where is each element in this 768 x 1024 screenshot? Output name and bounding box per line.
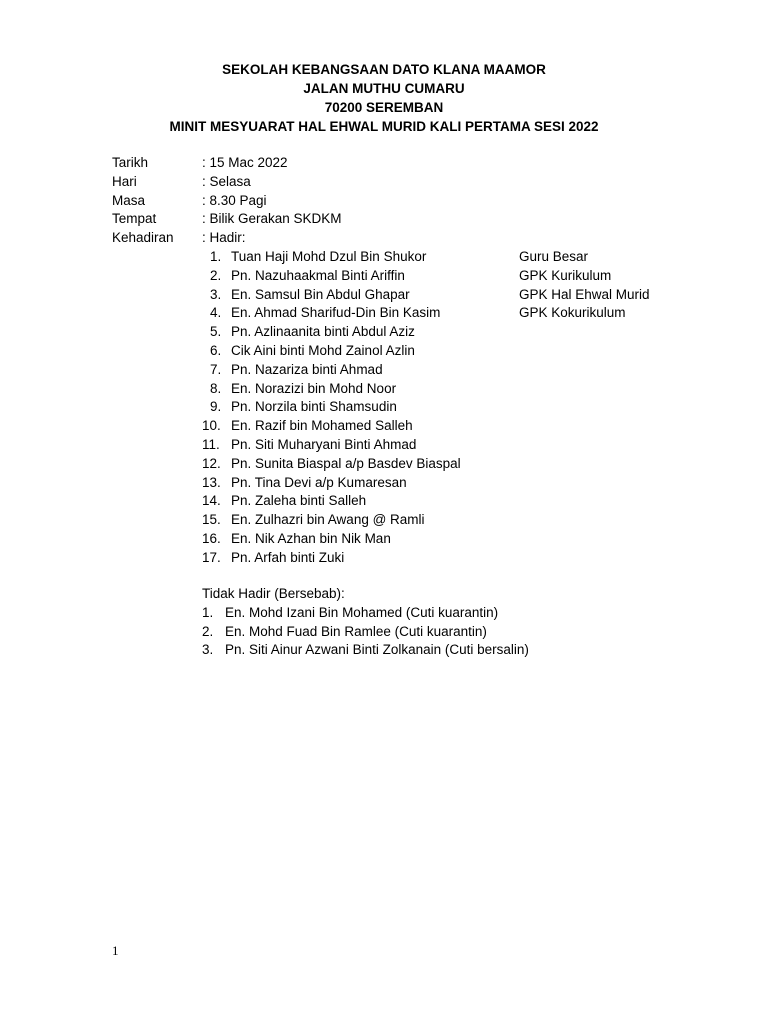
- page-number: 1: [112, 943, 119, 958]
- attendee-row: [202, 380, 650, 399]
- attendee-row: [202, 549, 650, 568]
- attendee-name: En. Ahmad Sharifud-Din Bin Kasim: [231, 305, 441, 321]
- attendee-name: En. Nik Azhan bin Nik Man: [231, 530, 391, 546]
- attendee-name: Tuan Haji Mohd Dzul Bin Shukor: [231, 249, 427, 264]
- info-label: Tempat: [112, 211, 157, 227]
- attendee-name: Pn. Norzila binti Shamsudin: [231, 399, 397, 415]
- attendee-number: 16.: [202, 530, 221, 546]
- info-row-day: [112, 173, 342, 192]
- school-address-city: 70200 SEREMBAN: [324, 100, 444, 115]
- info-row-date: [112, 154, 342, 173]
- attendee-number: 11.: [202, 436, 220, 452]
- attendee-row: [202, 342, 650, 361]
- attendee-row: [202, 248, 650, 267]
- attendee-number: 14.: [202, 493, 221, 509]
- absentee-number: 2.: [202, 623, 214, 639]
- attendee-list: [202, 248, 650, 568]
- absentee-text: Pn. Siti Ainur Azwani Binti Zolkanain (Cuti bersalin): [225, 642, 529, 658]
- absentee-number: 1.: [202, 604, 214, 620]
- attendee-number: 2.: [210, 267, 222, 283]
- absentee-row: [202, 623, 529, 642]
- attendee-row: [202, 474, 650, 493]
- attendee-row: [202, 398, 650, 417]
- absentee-number: 3.: [202, 642, 214, 658]
- attendee-row: [202, 286, 650, 305]
- info-label: Kehadiran: [112, 230, 174, 246]
- attendee-number: 12.: [202, 455, 221, 471]
- attendee-row: [202, 267, 650, 286]
- attendee-name: Pn. Siti Muharyani Binti Ahmad: [231, 436, 417, 452]
- info-value: : 15 Mac 2022: [202, 155, 288, 170]
- attendee-number: 17.: [202, 549, 221, 565]
- absentee-section: [202, 585, 529, 660]
- attendee-role: GPK Kurikulum: [519, 267, 612, 283]
- absentee-text: En. Mohd Izani Bin Mohamed (Cuti kuarantin): [225, 604, 499, 620]
- absentee-title: Tidak Hadir (Bersebab):: [202, 586, 345, 601]
- attendee-name: Pn. Azlinaanita binti Abdul Aziz: [231, 324, 415, 340]
- attendee-row: [202, 417, 650, 436]
- attendee-role: Guru Besar: [519, 249, 589, 264]
- attendee-row: [202, 530, 650, 549]
- absentee-row: [202, 641, 529, 660]
- attendee-row: [202, 361, 650, 380]
- attendee-row: [202, 492, 650, 511]
- attendee-name: Pn. Arfah binti Zuki: [231, 549, 345, 565]
- info-label: Tarikh: [112, 155, 149, 170]
- attendee-name: Pn. Sunita Biaspal a/p Basdev Biaspal: [231, 455, 461, 471]
- document-header: [0, 60, 768, 136]
- attendee-number: 10.: [202, 418, 221, 434]
- info-value: : Hadir:: [202, 230, 246, 246]
- attendee-row: [202, 436, 650, 455]
- absentee-text: En. Mohd Fuad Bin Ramlee (Cuti kuarantin): [225, 623, 487, 639]
- absentee-row: [202, 604, 529, 623]
- attendee-name: Pn. Nazariza binti Ahmad: [231, 361, 383, 377]
- info-row-venue: [112, 210, 342, 229]
- info-label: Hari: [112, 173, 137, 189]
- attendee-number: 15.: [202, 512, 221, 528]
- attendee-number: 4.: [210, 305, 222, 321]
- attendee-name: En. Norazizi bin Mohd Noor: [231, 380, 397, 396]
- attendee-number: 6.: [210, 342, 222, 358]
- attendee-row: [202, 455, 650, 474]
- info-value: : Bilik Gerakan SKDKM: [202, 211, 342, 227]
- attendee-name: En. Razif bin Mohamed Salleh: [231, 418, 413, 434]
- attendee-name: Pn. Nazuhaakmal Binti Ariffin: [231, 267, 405, 283]
- school-name: SEKOLAH KEBANGSAAN DATO KLANA MAAMOR: [222, 62, 546, 77]
- attendee-number: 1.: [210, 249, 222, 264]
- info-row-attendance: [112, 229, 342, 248]
- document-title: MINIT MESYUARAT HAL EHWAL MURID KALI PERTAMA SESI 2022: [169, 119, 599, 134]
- info-value: : 8.30 Pagi: [202, 192, 267, 208]
- attendee-row: [202, 304, 650, 323]
- attendee-row: [202, 323, 650, 342]
- attendee-name: Pn. Zaleha binti Salleh: [231, 493, 367, 509]
- attendee-number: 8.: [210, 380, 222, 396]
- attendee-number: 7.: [210, 361, 222, 377]
- attendee-role: GPK Hal Ehwal Murid: [519, 286, 650, 302]
- attendee-name: En. Zulhazri bin Awang @ Ramli: [231, 512, 425, 528]
- attendee-name: Pn. Tina Devi a/p Kumaresan: [231, 474, 407, 490]
- attendee-number: 9.: [210, 399, 222, 415]
- attendee-number: 3.: [210, 286, 222, 302]
- attendee-number: 5.: [210, 324, 222, 340]
- info-value: : Selasa: [202, 173, 251, 189]
- attendee-name: Cik Aini binti Mohd Zainol Azlin: [231, 342, 415, 358]
- info-row-time: [112, 192, 342, 211]
- attendee-role: GPK Kokurikulum: [519, 305, 626, 321]
- info-label: Masa: [112, 192, 146, 208]
- attendee-row: [202, 511, 650, 530]
- attendee-name: En. Samsul Bin Abdul Ghapar: [231, 286, 410, 302]
- meeting-info: [112, 154, 342, 248]
- attendee-number: 13.: [202, 474, 221, 490]
- school-address-street: JALAN MUTHU CUMARU: [303, 81, 465, 96]
